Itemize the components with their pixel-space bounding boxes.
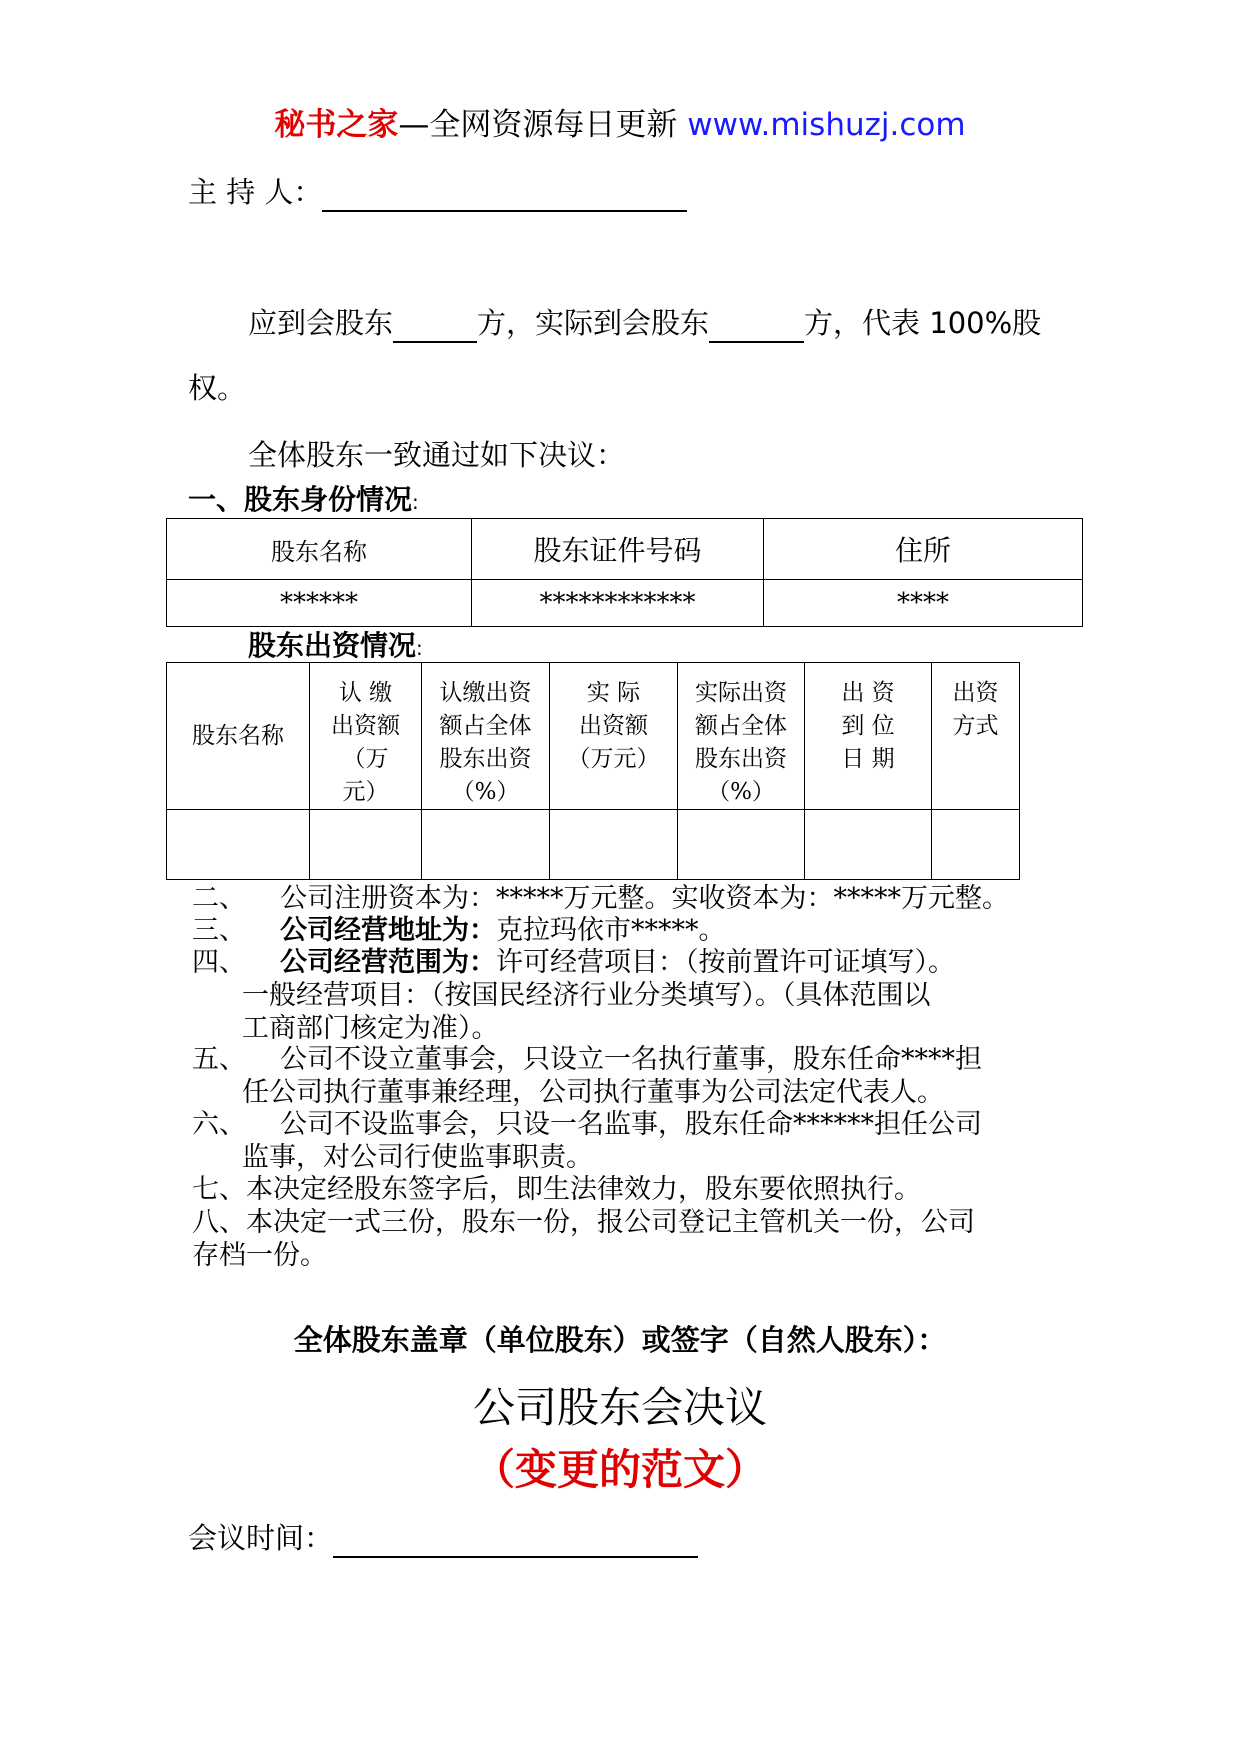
clause-text: 工商部门核定为准）。 [242,1013,499,1044]
clause-bold: 公司经营范围为： [280,947,496,978]
clause-7 [192,1173,1072,1206]
clause-text: 存档一份。 [192,1240,327,1271]
clause-text: 克拉玛依市*****。 [496,915,726,946]
contribution-cell[interactable] [932,810,1020,880]
meeting-time-blank[interactable] [333,1524,698,1558]
identity-data-row [167,580,1083,627]
host-label: 主 持 人： [188,175,323,209]
section1-title-text: 一、股东身份情况 [188,483,413,516]
contribution-header-date [805,663,932,810]
clause-text: 任公司执行董事兼经理，公司执行董事为公司法定代表人。 [242,1077,944,1108]
document-subtitle: （变更的范文） [472,1445,767,1494]
contribution-cell[interactable] [678,810,805,880]
clause-text: 监事，对公司行使监事职责。 [242,1142,593,1173]
clause-text: 公司注册资本为：*****万元整。实收资本为：*****万元整。 [280,883,1009,914]
clause-number: 三、 [192,915,246,946]
attendance-text-3: 方，代表 100%股 [804,306,1042,340]
header-line: （万 [342,746,389,772]
header-line: （%） [451,779,520,805]
header-line: 方式 [952,713,999,739]
signature-line: 全体股东盖章（单位股东）或签字（自然人股东）： [293,1323,947,1357]
header-line: 出资额 [579,713,648,739]
identity-header-id: 股东证件号码 [472,519,764,580]
contribution-header-paid-amount [550,663,678,810]
clause-number: 五、 [192,1044,246,1075]
attendance-text-1: 应到会股东 [248,306,394,340]
host-line [188,172,687,212]
clause-5 [192,1043,1072,1109]
clause-4 [192,946,1072,1045]
contribution-cell[interactable] [422,810,550,880]
clause-text: 一般经营项目：（按国民经济行业分类填写）。（具体范围以 [242,980,931,1011]
header-line: 额占全体 [439,713,532,739]
identity-cell-name[interactable]: ****** [167,580,472,627]
clause-text: 许可经营项目：（按前置许可证填写）。 [496,947,955,978]
header-line: 股东出资 [695,746,787,772]
identity-cell-address[interactable]: **** [764,580,1083,627]
header-line: （%） [707,779,775,805]
header-url[interactable]: www.mishuzj.com [687,107,966,143]
contribution-header-row [167,663,1020,810]
contribution-header-name: 股东名称 [167,663,310,810]
header-tagline: —全网资源每日更新 [398,107,678,143]
brand-name: 秘书之家 [274,107,399,143]
clause-2 [192,882,1072,915]
clause-text: 七、本决定经股东签字后，即生法律效力，股东要依照执行。 [192,1174,921,1205]
header-line: 股东出资 [439,746,532,772]
contribution-colon: : [416,636,423,660]
identity-header-address: 住所 [764,519,1083,580]
shareholders-expected-blank[interactable] [393,309,477,343]
contribution-cell[interactable] [310,810,422,880]
header-line: 日 期 [841,746,895,772]
header-line: 额占全体 [695,713,787,739]
attendance-line-2: 权。 [188,371,247,405]
clause-number: 四、 [192,947,246,978]
clause-text: 公司不设监事会，只设一名监事，股东任命******担任公司 [280,1109,982,1140]
header-line: 实 际 [586,680,641,706]
contribution-header-subscribed-ratio [422,663,550,810]
header-line: 实际出资 [695,680,787,706]
contribution-cell[interactable] [805,810,932,880]
header-line: 出 资 [841,680,895,706]
unanimous-line: 全体股东一致通过如下决议： [248,438,626,472]
identity-cell-id[interactable]: ************ [472,580,764,627]
clause-6 [192,1108,1072,1174]
header-line: 认 缴 [338,680,393,706]
section1-colon: : [412,490,419,514]
contribution-cell[interactable] [550,810,678,880]
attendance-line [248,303,1041,343]
page-header [0,104,1240,146]
identity-header-row [167,519,1083,580]
clause-text: 八、本决定一式三份，股东一份，报公司登记主管机关一份，公司 [192,1207,975,1238]
section1-title [188,481,419,521]
contribution-data-row [167,810,1020,880]
document-title: 公司股东会决议 [472,1383,767,1432]
contribution-title [248,627,423,667]
identity-header-name: 股东名称 [167,519,472,580]
contribution-cell[interactable] [167,810,310,880]
meeting-time-label: 会议时间： [188,1521,334,1555]
host-blank[interactable] [322,178,687,212]
header-line: 出资 [952,680,999,706]
header-line: 认缴出资 [439,680,532,706]
shareholders-present-blank[interactable] [709,309,804,343]
contribution-table [166,662,1020,880]
identity-table [166,518,1083,627]
header-line: 到 位 [841,713,895,739]
header-line: 元） [342,779,389,805]
clause-8 [192,1206,1072,1272]
header-line: 出资额 [331,713,400,739]
header-line: （万元） [567,746,660,772]
attendance-text-2: 方，实际到会股东 [477,306,710,340]
contribution-title-text: 股东出资情况 [248,629,417,662]
contribution-header-method [932,663,1020,810]
clause-number: 六、 [192,1109,246,1140]
contribution-header-subscribed-amount [310,663,422,810]
clause-text: 公司不设立董事会，只设立一名执行董事，股东任命****担 [280,1044,982,1075]
contribution-header-paid-ratio [678,663,805,810]
clause-number: 二、 [192,883,246,914]
clause-bold: 公司经营地址为： [280,915,496,946]
meeting-time-line [188,1518,698,1558]
clause-3 [192,914,1072,947]
